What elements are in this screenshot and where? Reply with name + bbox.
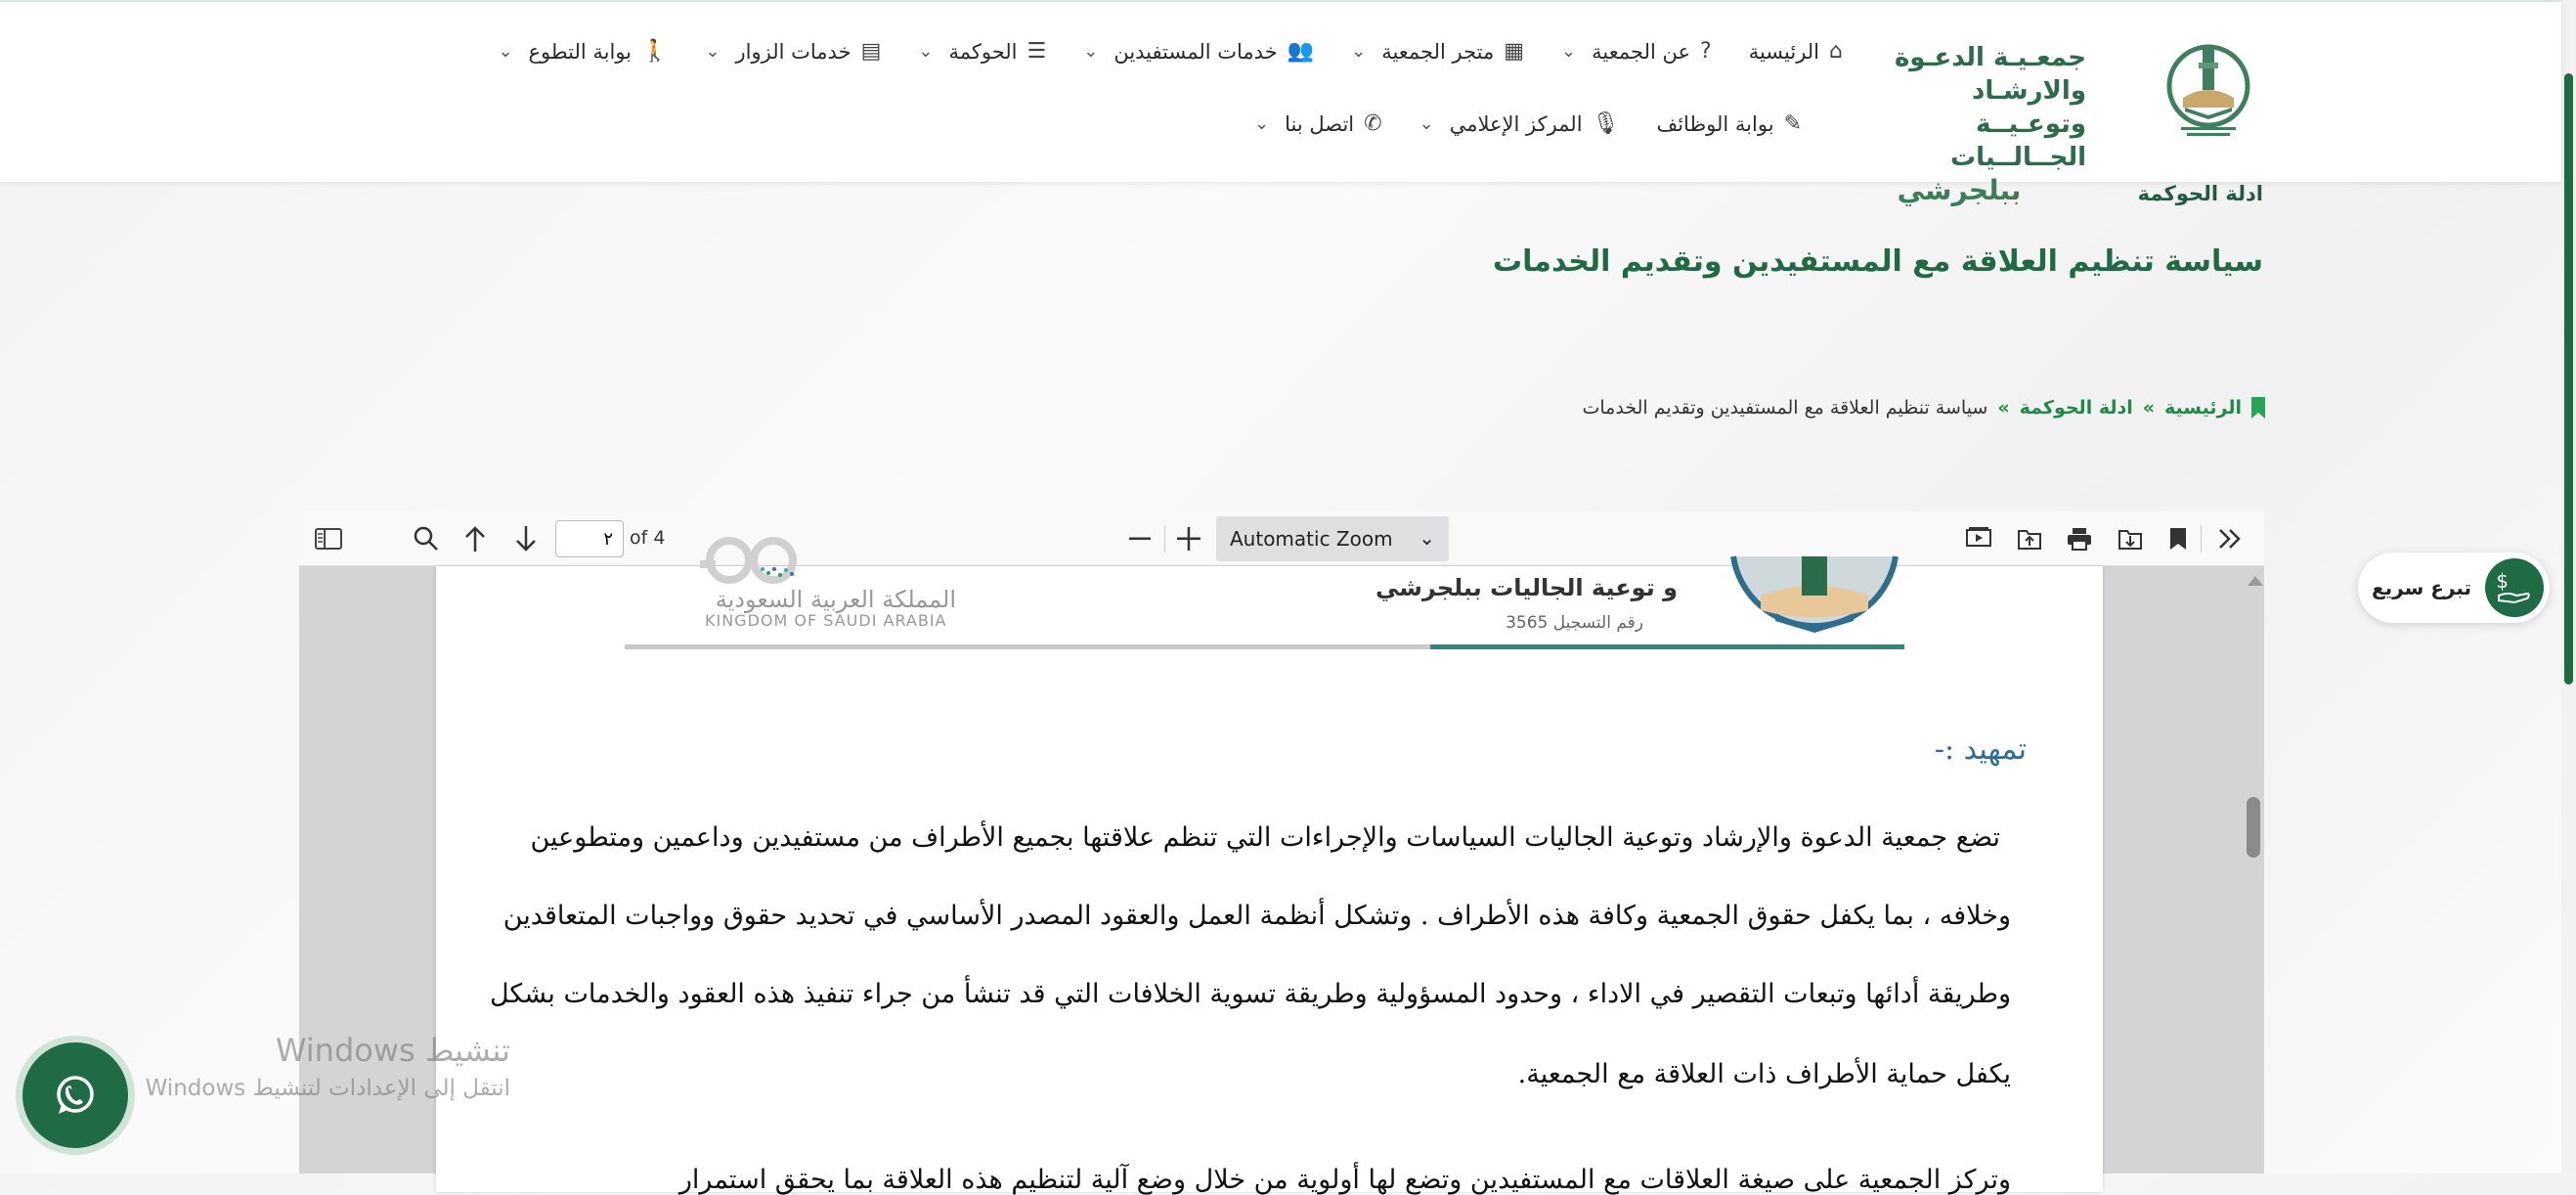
nav-item-label: اتصل بنا xyxy=(1285,111,1355,136)
home-icon: ⌂ xyxy=(1829,39,1843,64)
nav-item[interactable] xyxy=(1561,39,1712,64)
breadcrumb-separator: » xyxy=(1997,397,2010,419)
paragraph-line: يكفل حماية الأطراف ذات العلاقة مع الجمعية. xyxy=(1517,1059,2011,1089)
org-seal-logo xyxy=(1731,556,1898,635)
zoom-out-minus-icon[interactable] xyxy=(1120,521,1159,556)
scroll-up-arrow-icon[interactable] xyxy=(2248,576,2263,586)
chevron-down-icon: ⌄ xyxy=(1083,41,1099,62)
nav-item-label: الرئيسية xyxy=(1748,39,1820,64)
calendar-icon: ▦ xyxy=(1504,39,1525,64)
question-icon: ? xyxy=(1700,39,1712,64)
breadcrumb-home-link[interactable]: الرئيسية xyxy=(2164,397,2242,419)
page-scrollbar-thumb[interactable] xyxy=(2564,73,2573,685)
page-count-label: of 4 xyxy=(630,527,666,549)
brand-name[interactable] xyxy=(1832,41,2086,207)
main-nav-row-2 xyxy=(1217,111,1802,136)
server-icon: ▤ xyxy=(860,39,882,64)
brand-line-2: وتوعـيــة الجــالــيات xyxy=(1950,110,2086,172)
zoom-in-plus-icon[interactable] xyxy=(1169,521,1208,556)
page-scrollbar[interactable] xyxy=(2561,0,2576,1173)
tools-double-chevron-icon[interactable] xyxy=(2210,521,2249,556)
chevron-down-icon: ⌄ xyxy=(1351,41,1367,62)
search-icon[interactable] xyxy=(407,521,446,556)
paragraph-line: تضع جمعية الدعوة والإرشاد وتوعية الجاليات السياسات والإجراءات التي تنظم علاقتها بجميع الأطراف من مستفيدين وداعمين ومتطوعين xyxy=(530,822,2000,853)
page-title: سياسة تنظيم العلاقة مع المستفيدين وتقديم الخدمات xyxy=(1492,244,2263,279)
nav-item-label: عن الجمعية xyxy=(1592,39,1690,64)
print-icon[interactable] xyxy=(2062,521,2097,556)
chevron-down-icon: ⌄ xyxy=(918,41,934,62)
main-nav-row-1 xyxy=(460,39,1843,64)
paragraph-line: وخلافه ، بما يكفل حقوق الجمعية وكافة هذه الأطراف . وتشكل أنظمة العمل والعقود المصدر الأساسي في تحديد حقوق وواجبات المتعاقدين xyxy=(502,901,2011,931)
list-icon: ☰ xyxy=(1026,39,1047,64)
nav-item[interactable] xyxy=(1749,39,1843,64)
nav-item-label: المركز الإعلامي xyxy=(1449,111,1583,136)
sidebar-toggle-icon[interactable] xyxy=(309,521,348,556)
nav-item-label: خدمات المستفيدين xyxy=(1113,39,1278,64)
chevron-down-icon: ⌄ xyxy=(1561,41,1577,62)
nav-item[interactable] xyxy=(1351,39,1524,64)
pdf-viewer xyxy=(299,511,2264,1195)
zoom-select-value: Automatic Zoom xyxy=(1230,527,1393,551)
nav-item-label: متجر الجمعية xyxy=(1381,39,1495,64)
walking-person-icon: 🚶 xyxy=(641,39,669,64)
users-icon: 👥 xyxy=(1287,39,1315,64)
ksa-arabic-label: المملكة العربية السعودية xyxy=(715,586,956,613)
brand-line-3: ببلجرشي xyxy=(1897,174,2022,206)
quick-donate-button[interactable] xyxy=(2358,553,2550,623)
header-rule-teal xyxy=(1430,644,1904,649)
pdf-page xyxy=(436,566,2103,1195)
toolbar-divider xyxy=(2201,525,2202,553)
letterhead-org-name: و توعية الجاليات ببلجرشي xyxy=(1375,574,1678,601)
page-number-input[interactable] xyxy=(555,520,624,557)
breadcrumb-separator: » xyxy=(2142,397,2156,419)
header-rule-gray xyxy=(625,644,1430,649)
chevron-down-icon: ⌄ xyxy=(705,41,720,62)
chevron-down-icon: ⌄ xyxy=(1254,113,1270,134)
ksa-english-label: KINGDOM OF SAUDI ARABIA xyxy=(705,611,947,630)
nav-item[interactable] xyxy=(1083,39,1314,64)
svg-text:$: $ xyxy=(2496,569,2509,593)
breadcrumb xyxy=(1583,397,2266,419)
paragraph-line: وتركز الجمعية على صيغة العلاقات مع المستفيدين وتضع لها أولوية من خلال وضع آلية لتنظيم هذه العلاقة بما يحقق استمرار xyxy=(678,1165,2011,1195)
chevron-down-icon: ⌄ xyxy=(1419,113,1434,134)
vision-logo xyxy=(700,560,768,584)
letterhead-registration: رقم التسجيل 3565 xyxy=(1506,613,1643,633)
quick-donate-label: تبرع سريع xyxy=(2371,576,2471,599)
nav-item[interactable] xyxy=(1656,111,1802,136)
nav-item-label: بوابة التطوع xyxy=(528,39,633,64)
logo-emblem-icon[interactable] xyxy=(2163,39,2253,147)
windows-activation-hint: انتقل إلى الإعدادات لتنشيط Windows xyxy=(145,1076,510,1101)
phone-icon: ✆ xyxy=(1364,111,1382,136)
breadcrumb-section-link[interactable]: ادلة الحوكمة xyxy=(2019,397,2133,419)
nav-item[interactable] xyxy=(705,39,881,64)
nav-item[interactable] xyxy=(1254,111,1382,136)
microphone-icon: 🎙 xyxy=(1592,111,1620,136)
nav-item[interactable] xyxy=(498,39,668,64)
brand-line-1: جمعـيـة الدعـوة والارشـاد xyxy=(1894,43,2086,106)
nav-item-label: بوابة الوظائف xyxy=(1656,111,1774,136)
section-label: ادلة الحوكمة xyxy=(2137,182,2263,205)
bookmark-icon[interactable] xyxy=(2163,521,2193,556)
section-heading: تمهيد :- xyxy=(1934,732,2027,767)
open-file-icon[interactable] xyxy=(2012,521,2047,556)
whatsapp-button[interactable] xyxy=(16,1036,135,1155)
windows-activation-title: تنشيط Windows xyxy=(275,1032,510,1069)
breadcrumb-current: سياسة تنظيم العلاقة مع المستفيدين وتقديم الخدمات xyxy=(1582,397,1988,419)
pdf-scrollbar-thumb[interactable] xyxy=(2247,797,2260,858)
pdf-toolbar xyxy=(299,511,2264,566)
whatsapp-icon xyxy=(22,1042,128,1148)
nav-item-label: الحوكمة xyxy=(948,39,1018,64)
donate-hand-icon xyxy=(2485,558,2544,617)
chevron-down-icon: ⌄ xyxy=(498,41,513,62)
nav-item-label: خدمات الزوار xyxy=(735,39,851,64)
nav-item[interactable] xyxy=(918,39,1046,64)
zoom-select[interactable] xyxy=(1216,516,1449,561)
paragraph-line: وطريقة أدائها وتبعات التقصير في الاداء ، وحدود المسؤولية وطريقة تسوية الخلافات التي قد تنشأ من جراء تنفيذ هذه العقود والخدمات بشكل xyxy=(489,979,2011,1009)
presentation-mode-icon[interactable] xyxy=(1961,521,1996,556)
chevron-down-icon: ⌄ xyxy=(1419,526,1435,550)
download-icon[interactable] xyxy=(2113,521,2148,556)
nav-item[interactable] xyxy=(1419,111,1620,136)
edit-box-icon: ✎ xyxy=(1783,111,1802,136)
pdf-scrollbar[interactable] xyxy=(2243,566,2264,1173)
toolbar-divider xyxy=(1164,525,1165,553)
next-page-arrow-down-icon[interactable] xyxy=(506,521,546,556)
previous-page-arrow-up-icon[interactable] xyxy=(456,521,495,556)
bookmark-icon xyxy=(2251,397,2265,419)
